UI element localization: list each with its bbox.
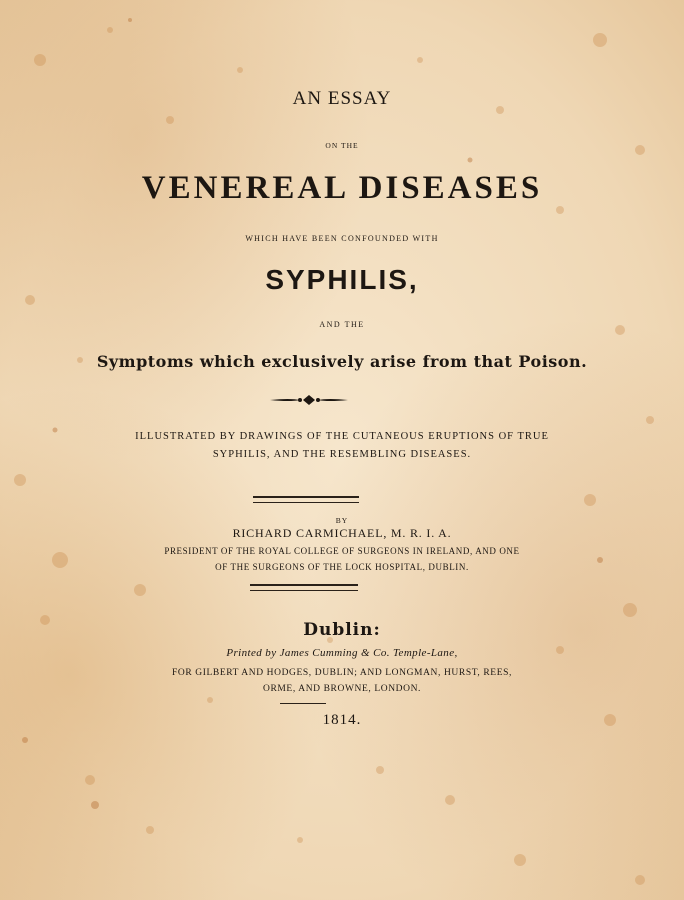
double-rule-top: [253, 496, 359, 503]
syphilis-title: SYPHILIS,: [265, 264, 419, 295]
imprint-publishers-1: FOR GILBERT AND HODGES, DUBLIN; AND LONGMAN, HURST, REES,: [172, 668, 512, 678]
double-rule-bottom: [250, 584, 358, 591]
imprint-publishers-2: ORME, AND BROWNE, LONDON.: [262, 684, 422, 694]
imprint-printer: Printed by James Cumming & Co. Temple-Lane,: [226, 647, 458, 659]
imprint-city: Dublin:: [303, 620, 381, 640]
subtitle-which: WHICH HAVE BEEN CONFOUNDED WITH: [245, 234, 439, 243]
author-position-2: OF THE SURGEONS OF THE LOCK HOSPITAL, DUBLIN.: [215, 562, 469, 572]
author-position-1: PRESIDENT OF THE ROYAL COLLEGE OF SURGEONS IN IRELAND, AND ONE: [164, 546, 520, 556]
essay-heading: AN ESSAY: [292, 88, 392, 109]
illustrated-line-1: ILLUSTRATED BY DRAWINGS OF THE CUTANEOUS ERUPTIONS OF TRUE: [135, 431, 549, 442]
and-the-line: AND THE: [319, 320, 365, 329]
on-the-line: ON THE: [325, 141, 359, 150]
by-line: BY: [335, 516, 349, 525]
illustrated-line-2: SYPHILIS, AND THE RESEMBLING DISEASES.: [212, 449, 472, 460]
author-name: RICHARD CARMICHAEL, M. R. I. A.: [232, 526, 452, 540]
symptoms-line: Symptoms which exclusively arise from that Poison.: [96, 352, 588, 371]
publication-year: 1814.: [322, 712, 362, 728]
main-title: VENEREAL DISEASES: [141, 170, 543, 206]
ornament-divider: [270, 392, 348, 408]
year-rule: [280, 703, 326, 704]
